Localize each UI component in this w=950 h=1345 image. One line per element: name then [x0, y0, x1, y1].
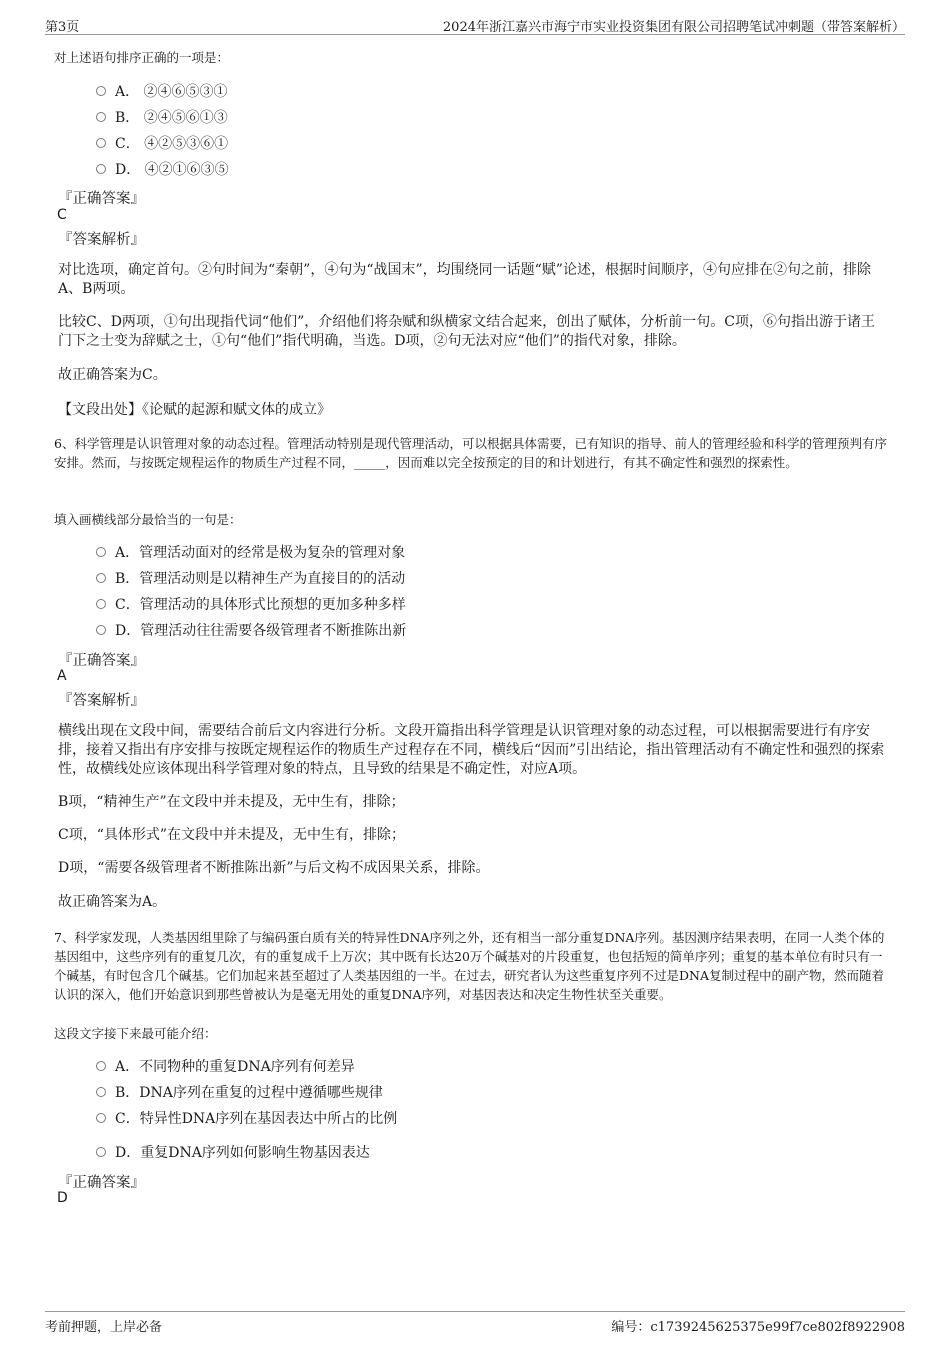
q5-answer: C	[57, 207, 67, 223]
radio-icon[interactable]	[96, 1113, 106, 1123]
q6-analysis-paragraph: 横线出现在文段中间，需要结合前后文内容进行分析。文段开篇指出科学管理是认识管理对象的动态过程，可以根据需要进行有序安排，接着又指出有序安排与按既定规程运作的物质生产过程存在不同，横线后“因而”引出结论，指出管理活动有不确定性和强烈的探索性，故横线处应该体现出科学管理对象的特点，且导致的结果是不确定性，对应A项。	[58, 723, 885, 777]
radio-icon[interactable]	[96, 547, 106, 557]
q5-analysis-paragraph: 故正确答案为C。	[58, 367, 167, 383]
q6-analysis-paragraph: 故正确答案为A。	[58, 894, 167, 910]
radio-icon[interactable]	[96, 599, 106, 609]
radio-icon[interactable]	[96, 1061, 106, 1071]
radio-icon[interactable]	[96, 86, 106, 96]
radio-icon[interactable]	[96, 164, 106, 174]
q6-analysis-label: 『答案解析』	[58, 693, 145, 709]
q5-analysis-paragraph: 比较C、D两项，①句出现指代词“他们”，介绍他们将杂赋和纵横家文结合起来，创出了赋体，分析前一句。C项，⑥句指出游于诸王门下之士变为辞赋之士，①句“他们”指代明确，当选。D项，②句无法对应“他们”的指代对象，排除。	[58, 314, 875, 349]
q5-prompt: 对上述语句排序正确的一项是：	[54, 50, 230, 65]
q7-correct-answer-label: 『正确答案』	[58, 1175, 145, 1191]
q7-answer: D	[57, 1190, 68, 1206]
q6-prompt: 填入画横线部分最恰当的一句是：	[54, 512, 242, 527]
q5-option-d[interactable]: D． ④②①⑥③⑤	[96, 160, 229, 180]
radio-icon[interactable]	[96, 573, 106, 583]
q5-source: 【文段出处】《论赋的起源和赋文体的成立》	[58, 402, 331, 418]
q6-analysis-paragraph: C项，“具体形式”在文段中并未提及，无中生有，排除；	[58, 827, 406, 843]
page-number: 第3页	[45, 20, 80, 35]
q5-correct-answer-label: 『正确答案』	[58, 191, 145, 207]
q7-option-a[interactable]: A．不同物种的重复DNA序列有何差异	[96, 1057, 355, 1077]
radio-icon[interactable]	[96, 1147, 106, 1157]
q5-option-c[interactable]: C． ④②⑤③⑥①	[96, 134, 228, 154]
q6-analysis-paragraph: D项，“需要各级管理者不断推陈出新”与后文构不成因果关系，排除。	[58, 860, 490, 876]
q7-stem: 7、科学家发现，人类基因组里除了与编码蛋白质有关的特异性DNA序列之外，还有相当一部分重复DNA序列。基因测序结果表明，在同一人类个体的基因组中，这些序列有的重复几次，有的重复成千上万次；其中既有长达20万个碱基对的片段重复，也包括短的简单序列；重复的基本单位有时只有一个碱基，有时包含几个碱基。它们加起来甚至超过了人类基因组的一半。在过去，研究者认为这些重复序列不过是DNA复制过程中的副产物，然而随着认识的深入，他们开始意识到那些曾被认为是毫无用处的重复DNA序列，对基因表达和决定生物性状至关重要。	[54, 930, 885, 1002]
radio-icon[interactable]	[96, 138, 106, 148]
page-footer	[45, 1311, 905, 1336]
q5-analysis-paragraph: 对比选项，确定首句。②句时间为“秦朝”，④句为“战国末”，均围绕同一话题“赋”论述，根据时间顺序，④句应排在②句之前，排除A、B两项。	[58, 262, 871, 297]
q7-prompt: 这段文字接下来最可能介绍：	[54, 1026, 217, 1041]
footer-slogan: 考前押题，上岸必备	[45, 1320, 163, 1335]
q5-analysis-label: 『答案解析』	[58, 232, 145, 248]
q5-option-b[interactable]: B． ②④⑤⑥①③	[96, 108, 228, 128]
q7-option-b[interactable]: B．DNA序列在重复的过程中遵循哪些规律	[96, 1083, 383, 1103]
q6-answer: A	[57, 668, 67, 684]
q6-analysis-paragraph: B项，“精神生产”在文段中并未提及，无中生有，排除；	[58, 794, 405, 810]
radio-icon[interactable]	[96, 112, 106, 122]
q6-correct-answer-label: 『正确答案』	[58, 653, 145, 669]
document-title: 2024年浙江嘉兴市海宁市实业投资集团有限公司招聘笔试冲刺题（带答案解析）	[442, 20, 905, 35]
q6-option-d[interactable]: D．管理活动往往需要各级管理者不断推陈出新	[96, 621, 406, 641]
q6-stem: 6、科学管理是认识管理对象的动态过程。管理活动特别是现代管理活动，可以根据具体需要，已有知识的指导、前人的管理经验和科学的管理预判有序安排。然而，与按既定规程运作的物质生产过程不同，_____，因而难以完全按预定的目的和计划进行，有其不确定性和强烈的探索性。	[54, 436, 887, 470]
radio-icon[interactable]	[96, 1087, 106, 1097]
q7-option-c[interactable]: C．特异性DNA序列在基因表达中所占的比例	[96, 1109, 397, 1129]
q7-option-d[interactable]: D．重复DNA序列如何影响生物基因表达	[96, 1143, 370, 1163]
q5-option-a[interactable]: A． ②④⑥⑤③①	[96, 82, 228, 102]
radio-icon[interactable]	[96, 625, 106, 635]
q6-option-a[interactable]: A．管理活动面对的经常是极为复杂的管理对象	[96, 543, 405, 563]
page-header	[45, 14, 905, 35]
q6-option-b[interactable]: B．管理活动则是以精神生产为直接目的的活动	[96, 569, 405, 589]
document-id: 编号：c1739245625375e99f7ce802f8922908	[611, 1320, 905, 1335]
q6-option-c[interactable]: C．管理活动的具体形式比预想的更加多种多样	[96, 595, 406, 615]
